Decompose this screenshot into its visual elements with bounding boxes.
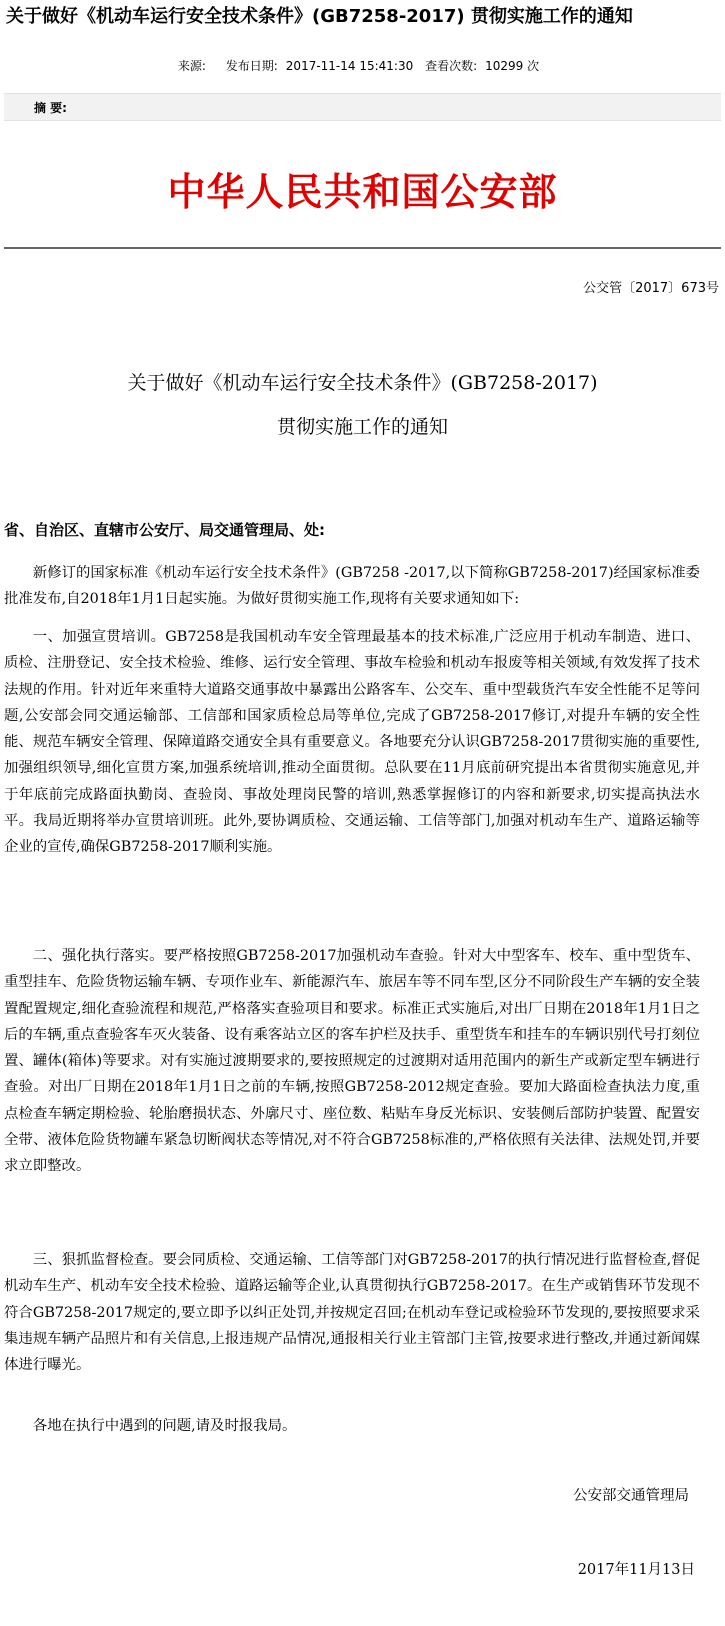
- view-count-value: 10299 次: [485, 59, 540, 73]
- body-paragraph-supervision: 三、狠抓监督检查。要会同质检、交通运输、工信等部门对GB7258-2017的执行情况进行监督检查,督促机动车生产、机动车安全技术检验、道路运输等企业,认真贯彻执行GB7258-2017。在生产或销售环节发现不符合GB7258-2017规定的,要立即予以纠正处罚,并按规定召回;在机动车登记或检验环节发现的,要按照要求采集违规车辆产品照片和有关信息,上报违规产品情况,通报相关行业主管部门主管,按要求进行整改,并通过新闻媒体进行曝光。: [4, 1252, 700, 1374]
- document-title-line2: 贯彻实施工作的通知: [276, 416, 448, 438]
- document-title-line1: 关于做好《机动车运行安全技术条件》(GB7258-2017): [127, 372, 598, 394]
- header-divider: [4, 247, 721, 249]
- signature: 公安部交通管理局: [573, 1488, 689, 1504]
- body-paragraph-closing: 各地在执行中遇到的问题,请及时报我局。: [32, 1418, 297, 1434]
- body-paragraph-training: 一、加强宣贯培训。GB7258是我国机动车安全管理最基本的技术标准,广泛应用于机动车制造、进口、质检、注册登记、安全技术检验、维修、运行安全管理、事故车检验和机动车报废等相关领域,有效发挥了技术法规的作用。针对近年来重特大道路交通事故中暴露出公路客车、公交车、重中型载货汽车安全性能不足等问题,公安部会同交通运输部、工信部和国家质检总局等单位,完成了GB7258-2017修订,对提升车辆的安全性能、规范车辆安全管理、保障道路交通安全具有重要意义。各地要充分认识GB7258-2017贯彻实施的重要性,加强组织领导,细化宣贯方案,加强系统培训,推动全面贯彻。总队要在11月底前研究提出本省贯彻实施意见,并于年底前完成路面执勤岗、查验岗、事故处理岗民警的培训,熟悉掌握修订的内容和新要求,切实提高执法水平。我局近期将举办宣贯培训班。此外,要协调质检、交通运输、工信等部门,加强对机动车生产、道路运输等企业的宣传,确保GB7258-2017顺利实施。: [4, 629, 700, 856]
- document-date: 2017年11月13日: [577, 1562, 695, 1578]
- abstract-label: 摘 要:: [34, 101, 67, 115]
- article-meta: [0, 56, 725, 76]
- body-paragraph-intro: 新修订的国家标准《机动车运行安全技术条件》(GB7258 -2017,以下简称GB7258-2017)经国家标准委批准发布,自2018年1月1日起实施。为做好贯彻实施工作,现将有关要求通知如下:: [4, 565, 700, 608]
- source-label: 来源:: [177, 59, 206, 73]
- abstract-bar: [4, 93, 721, 121]
- body-paragraph-enforcement: 二、强化执行落实。要严格按照GB7258-2017加强机动车查验。针对大中型客车、校车、重中型货车、重型挂车、危险货物运输车辆、专项作业车、新能源汽车、旅居车等不同车型,区分不同阶段生产车辆的安全装置配置规定,细化查验流程和规范,严格落实查验项目和要求。标准正式实施后,对出厂日期在2018年1月1日之后的车辆,重点查验客车灭火装备、设有乘客站立区的客车护栏及扶手、重型货车和挂车的车辆识别代号打刻位置、罐体(箱体)等要求。对有实施过渡期要求的,要按照规定的过渡期对适用范围内的新生产或新定型车辆进行查验。对出厂日期在2018年1月1日之前的车辆,按照GB7258-2012规定查验。要加大路面检查执法力度,重点检查车辆定期检验、轮胎磨损状态、外廓尺寸、座位数、粘贴车身反光标识、安装侧后部防护装置、配置安全带、液体危险货物罐车紧急切断阀状态等情况,对不符合GB7258标准的,严格依照有关法律、法规处罚,并要求立即整改。: [4, 948, 700, 1175]
- issuer-heading: 中华人民共和国公安部: [167, 169, 558, 214]
- view-count-label: 查看次数:: [425, 59, 478, 73]
- document-number: 公交管〔2017〕673号: [583, 281, 719, 296]
- page-title: 关于做好《机动车运行安全技术条件》(GB7258-2017) 贯彻实施工作的通知: [6, 6, 633, 27]
- publish-date-value: 2017-11-14 15:41:30: [285, 59, 414, 73]
- publish-date-label: 发布日期:: [225, 59, 278, 73]
- salutation: 省、自治区、直辖市公安厅、局交通管理局、处:: [4, 521, 326, 539]
